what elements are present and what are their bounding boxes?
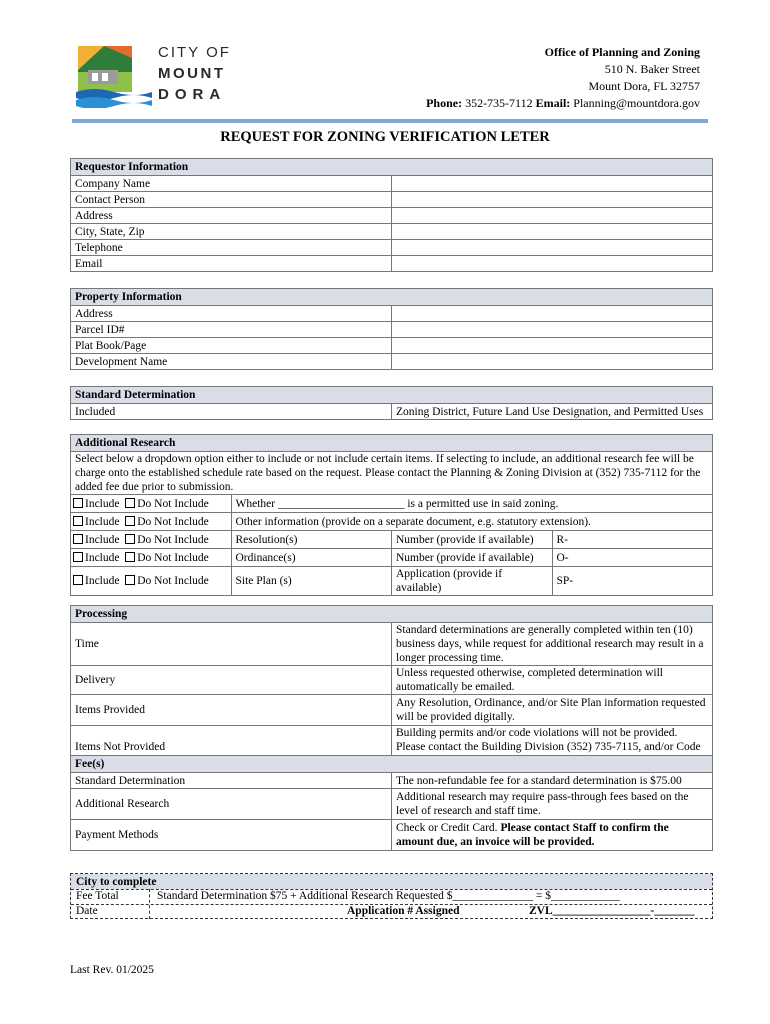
city-to-complete-box bbox=[70, 873, 713, 919]
office-address-block bbox=[426, 44, 700, 112]
include-choice-row-3 bbox=[71, 531, 232, 549]
field-label: City, State, Zip bbox=[71, 224, 392, 240]
parcel-id-input[interactable] bbox=[392, 322, 713, 338]
checkbox-icon bbox=[73, 498, 83, 508]
city-line-1: CITY OF bbox=[158, 44, 231, 61]
field-label: Development Name bbox=[71, 354, 392, 370]
field-label: Telephone bbox=[71, 240, 392, 256]
city-state-zip-input[interactable] bbox=[392, 224, 713, 240]
office-city-state: Mount Dora, FL 32757 bbox=[588, 79, 700, 93]
email-input[interactable] bbox=[392, 256, 713, 272]
processing-table bbox=[70, 605, 713, 769]
standard-determination-table bbox=[70, 386, 713, 420]
exclude-option[interactable]: Do Not Include bbox=[125, 552, 209, 564]
processing-text: Standard determinations are generally completed within ten (10) business days, while request for additional research may result in a longer processing time. bbox=[392, 623, 713, 666]
payment-methods-text bbox=[392, 820, 713, 851]
processing-heading: Processing bbox=[71, 606, 713, 623]
processing-text: Building permits and/or code violations will not be provided. Please contact the Building Division (352) 735-7115, and/or Code bbox=[392, 726, 713, 769]
fee-text: The non-refundable fee for a standard determination is $75.00 bbox=[392, 773, 713, 789]
resolution-number-label: Number (provide if available) bbox=[392, 531, 553, 549]
checkbox-icon bbox=[125, 575, 135, 585]
processing-label: Time bbox=[71, 623, 392, 666]
checkbox-icon bbox=[73, 552, 83, 562]
field-label: Plat Book/Page bbox=[71, 338, 392, 354]
phone-label: Phone: bbox=[426, 96, 463, 110]
ordinance-number-input[interactable]: O- bbox=[552, 549, 713, 567]
fees-heading: Fee(s) bbox=[71, 756, 713, 773]
processing-label: Items Not Provided bbox=[71, 726, 392, 769]
site-plan-label: Site Plan (s) bbox=[231, 567, 392, 596]
site-plan-number-input[interactable]: SP- bbox=[552, 567, 713, 596]
dashed-divider bbox=[149, 889, 150, 919]
revision-footer: Last Rev. 01/2025 bbox=[70, 964, 154, 976]
exclude-option[interactable]: Do Not Include bbox=[125, 534, 209, 546]
city-line-2: MOUNT bbox=[158, 65, 226, 82]
standard-heading: Standard Determination bbox=[71, 387, 713, 404]
email-label: Email: bbox=[535, 96, 571, 110]
exclude-option[interactable]: Do Not Include bbox=[125, 575, 209, 587]
field-label: Email bbox=[71, 256, 392, 272]
zvl-number-field[interactable]: ZVL_________________-_______ bbox=[529, 905, 695, 917]
processing-label: Delivery bbox=[71, 666, 392, 695]
city-name-wordmark bbox=[158, 42, 231, 105]
field-label: Company Name bbox=[71, 176, 392, 192]
checkbox-icon bbox=[125, 534, 135, 544]
standard-value: Zoning District, Future Land Use Designation, and Permitted Uses bbox=[392, 404, 713, 420]
contact-person-input[interactable] bbox=[392, 192, 713, 208]
office-street: 510 N. Baker Street bbox=[604, 62, 700, 76]
header-divider bbox=[72, 119, 708, 123]
additional-research-table bbox=[70, 434, 713, 596]
field-label: Address bbox=[71, 208, 392, 224]
property-address-input[interactable] bbox=[392, 306, 713, 322]
fee-label: Payment Methods bbox=[71, 820, 392, 851]
field-label: Parcel ID# bbox=[71, 322, 392, 338]
requestor-address-input[interactable] bbox=[392, 208, 713, 224]
date-label: Date bbox=[76, 905, 98, 917]
standard-label: Included bbox=[71, 404, 392, 420]
checkbox-icon bbox=[73, 516, 83, 526]
payment-methods-plain: Check or Credit Card. bbox=[396, 822, 498, 834]
property-table bbox=[70, 288, 713, 370]
include-option[interactable]: Include bbox=[73, 534, 119, 546]
city-complete-heading: City to complete bbox=[71, 874, 712, 889]
ordinance-number-label: Number (provide if available) bbox=[392, 549, 553, 567]
checkbox-icon bbox=[73, 534, 83, 544]
checkbox-icon bbox=[125, 552, 135, 562]
checkbox-icon bbox=[125, 516, 135, 526]
resolution-label: Resolution(s) bbox=[231, 531, 392, 549]
processing-text: Any Resolution, Ordinance, and/or Site Plan information requested will be provided digitally. bbox=[392, 695, 713, 726]
include-option[interactable]: Include bbox=[73, 498, 119, 510]
document-title: REQUEST FOR ZONING VERIFICATION LETER bbox=[220, 129, 550, 145]
include-choice-row-5 bbox=[71, 567, 232, 596]
whether-permitted-text: Whether ______________________ is a permitted use in said zoning. bbox=[231, 495, 713, 513]
fee-total-label: Fee Total bbox=[76, 890, 119, 902]
application-number-label: Application # Assigned bbox=[347, 905, 460, 917]
property-heading: Property Information bbox=[71, 289, 713, 306]
exclude-option[interactable]: Do Not Include bbox=[125, 498, 209, 510]
requestor-heading: Requestor Information bbox=[71, 159, 713, 176]
ordinance-label: Ordinance(s) bbox=[231, 549, 392, 567]
fee-label: Additional Research bbox=[71, 789, 392, 820]
fee-total-text[interactable]: Standard Determination $75 + Additional Research Requested $______________ = $____________ bbox=[157, 890, 620, 902]
additional-heading: Additional Research bbox=[71, 435, 713, 452]
include-choice-row-4 bbox=[71, 549, 232, 567]
company-name-input[interactable] bbox=[392, 176, 713, 192]
checkbox-icon bbox=[125, 498, 135, 508]
email-value: Planning@mountdora.gov bbox=[573, 96, 700, 110]
field-label: Address bbox=[71, 306, 392, 322]
resolution-number-input[interactable]: R- bbox=[552, 531, 713, 549]
field-label: Contact Person bbox=[71, 192, 392, 208]
fees-table bbox=[70, 755, 713, 851]
processing-text: Unless requested otherwise, completed determination will automatically be emailed. bbox=[392, 666, 713, 695]
city-line-3: DORA bbox=[158, 86, 227, 103]
fee-text: Additional research may require pass-through fees based on the level of research and staff time. bbox=[392, 789, 713, 820]
fee-label: Standard Determination bbox=[71, 773, 392, 789]
checkbox-icon bbox=[73, 575, 83, 585]
payment-methods-bold: Please contact Staff to confirm the amount due, an invoice will be provided. bbox=[396, 822, 669, 848]
requestor-table bbox=[70, 158, 713, 272]
exclude-option[interactable]: Do Not Include bbox=[125, 516, 209, 528]
office-name: Office of Planning and Zoning bbox=[544, 45, 700, 59]
plat-book-input[interactable] bbox=[392, 338, 713, 354]
office-contact bbox=[426, 95, 700, 112]
telephone-input[interactable] bbox=[392, 240, 713, 256]
include-choice-row-2 bbox=[71, 513, 232, 531]
phone-value: 352-735-7112 bbox=[465, 96, 533, 110]
include-choice-row-1 bbox=[71, 495, 232, 513]
additional-intro: Select below a dropdown option either to include or not include certain items. If selecting to include, an additional research fee will be charge onto the established schedule rate based on the request. Please contact the Planning & Zoning Division at (352) 735-7112 for the added fee due prior to submission. bbox=[71, 452, 713, 495]
include-option[interactable]: Include bbox=[73, 552, 119, 564]
other-information-text: Other information (provide on a separate document, e.g. statutory extension). bbox=[231, 513, 713, 531]
city-seal-logo bbox=[74, 42, 154, 108]
processing-label: Items Provided bbox=[71, 695, 392, 726]
site-plan-number-label: Application (provide if available) bbox=[392, 567, 553, 596]
development-name-input[interactable] bbox=[392, 354, 713, 370]
include-option[interactable]: Include bbox=[73, 516, 119, 528]
include-option[interactable]: Include bbox=[73, 575, 119, 587]
